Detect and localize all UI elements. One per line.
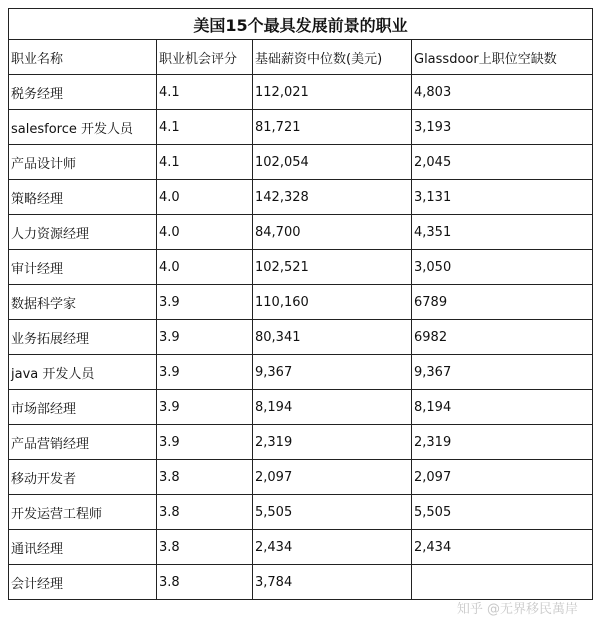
cell-opportunity-score: 3.9	[157, 355, 253, 390]
cell-job-name: 业务拓展经理	[9, 320, 157, 355]
cell-median-salary: 110,160	[253, 285, 412, 320]
cell-job-openings: 4,351	[412, 215, 593, 250]
table-row	[9, 460, 593, 495]
cell-job-openings: 3,193	[412, 110, 593, 145]
cell-job-name: 产品营销经理	[9, 425, 157, 460]
cell-job-name: 移动开发者	[9, 460, 157, 495]
cell-opportunity-score: 4.0	[157, 250, 253, 285]
cell-job-openings: 2,319	[412, 425, 593, 460]
cell-opportunity-score: 3.8	[157, 565, 253, 600]
cell-job-openings: 2,097	[412, 460, 593, 495]
column-header-median-salary: 基础薪资中位数(美元)	[253, 40, 412, 75]
cell-median-salary: 102,521	[253, 250, 412, 285]
cell-job-name: 税务经理	[9, 75, 157, 110]
cell-median-salary: 5,505	[253, 495, 412, 530]
cell-job-openings: 3,131	[412, 180, 593, 215]
table-row	[9, 180, 593, 215]
table-row	[9, 75, 593, 110]
table-row	[9, 285, 593, 320]
cell-opportunity-score: 4.1	[157, 145, 253, 180]
cell-opportunity-score: 3.9	[157, 390, 253, 425]
cell-median-salary: 102,054	[253, 145, 412, 180]
table-row	[9, 530, 593, 565]
cell-job-name: salesforce 开发人员	[9, 110, 157, 145]
column-header-job-name: 职业名称	[9, 40, 157, 75]
cell-job-openings: 5,505	[412, 495, 593, 530]
cell-job-name: 策略经理	[9, 180, 157, 215]
cell-job-name: 产品设计师	[9, 145, 157, 180]
table-row	[9, 495, 593, 530]
cell-median-salary: 8,194	[253, 390, 412, 425]
table-row	[9, 250, 593, 285]
cell-opportunity-score: 3.8	[157, 530, 253, 565]
cell-median-salary: 84,700	[253, 215, 412, 250]
column-header-opportunity-score: 职业机会评分	[157, 40, 253, 75]
table-row	[9, 110, 593, 145]
cell-job-name: 开发运营工程师	[9, 495, 157, 530]
cell-median-salary: 2,319	[253, 425, 412, 460]
jobs-table-container	[8, 8, 592, 600]
cell-job-name: 通讯经理	[9, 530, 157, 565]
table-row	[9, 355, 593, 390]
cell-opportunity-score: 3.8	[157, 495, 253, 530]
cell-opportunity-score: 3.8	[157, 460, 253, 495]
table-row	[9, 425, 593, 460]
table-row	[9, 320, 593, 355]
cell-opportunity-score: 4.1	[157, 75, 253, 110]
cell-median-salary: 3,784	[253, 565, 412, 600]
watermark: 知乎 @无界移民萬岸	[456, 602, 578, 617]
table-body	[9, 75, 593, 600]
cell-job-openings: 4,803	[412, 75, 593, 110]
cell-median-salary: 2,097	[253, 460, 412, 495]
cell-job-name: java 开发人员	[9, 355, 157, 390]
cell-opportunity-score: 4.0	[157, 215, 253, 250]
cell-opportunity-score: 3.9	[157, 285, 253, 320]
cell-opportunity-score: 3.9	[157, 425, 253, 460]
cell-median-salary: 142,328	[253, 180, 412, 215]
table-row	[9, 215, 593, 250]
table-row	[9, 390, 593, 425]
cell-job-name: 审计经理	[9, 250, 157, 285]
table-header-row	[9, 40, 593, 75]
cell-job-openings: 6789	[412, 285, 593, 320]
table-row	[9, 145, 593, 180]
cell-job-name: 人力资源经理	[9, 215, 157, 250]
cell-median-salary: 112,021	[253, 75, 412, 110]
cell-job-openings: 2,045	[412, 145, 593, 180]
table-row	[9, 565, 593, 600]
cell-opportunity-score: 4.0	[157, 180, 253, 215]
cell-opportunity-score: 3.9	[157, 320, 253, 355]
cell-median-salary: 2,434	[253, 530, 412, 565]
cell-opportunity-score: 4.1	[157, 110, 253, 145]
cell-median-salary: 81,721	[253, 110, 412, 145]
cell-job-openings: 2,434	[412, 530, 593, 565]
cell-job-name: 会计经理	[9, 565, 157, 600]
cell-median-salary: 9,367	[253, 355, 412, 390]
cell-job-name: 数据科学家	[9, 285, 157, 320]
cell-job-name: 市场部经理	[9, 390, 157, 425]
cell-job-openings: 8,194	[412, 390, 593, 425]
cell-job-openings: 9,367	[412, 355, 593, 390]
cell-median-salary: 80,341	[253, 320, 412, 355]
table-title: 美国15个最具发展前景的职业	[9, 9, 593, 40]
cell-job-openings: 6982	[412, 320, 593, 355]
column-header-job-openings: Glassdoor上职位空缺数	[412, 40, 593, 75]
cell-job-openings: 3,050	[412, 250, 593, 285]
jobs-table	[8, 8, 593, 600]
cell-job-openings	[412, 565, 593, 600]
